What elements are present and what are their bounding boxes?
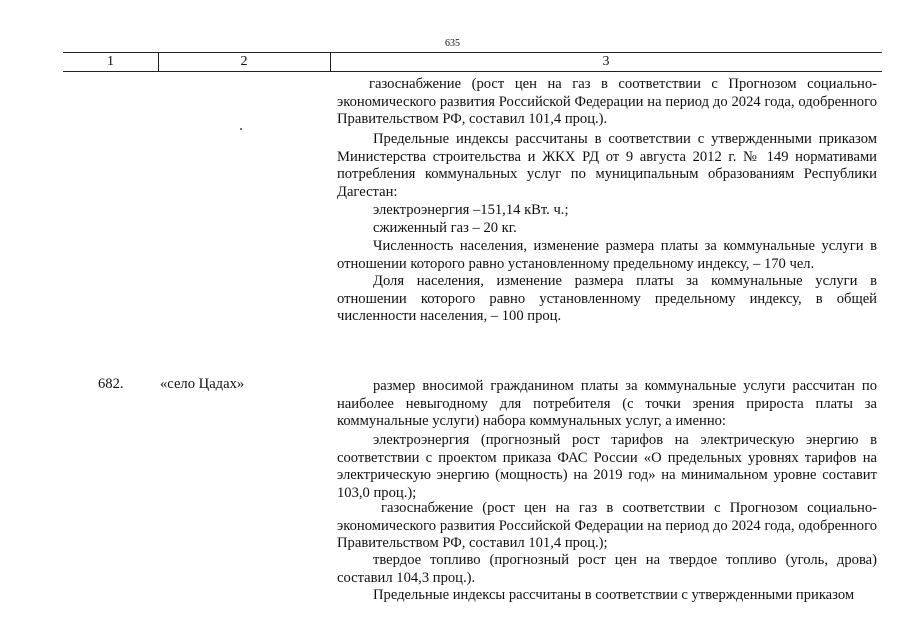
scan-speck (240, 128, 242, 130)
paragraph: газоснабжение (рост цен на газ в соответствии с Прогнозом социально-экономического развития Российской Федерации на период до 2024 года, одобренного Правительством РФ, составил 101,4 проц.). (337, 76, 877, 127)
paragraph: электроэнергия –151,14 кВт. ч.; (373, 202, 569, 218)
column-header-1: 1 (107, 54, 114, 69)
page-number: 635 (445, 38, 460, 49)
header-bottom-rule (63, 71, 882, 72)
paragraph: газоснабжение (рост цен на газ в соответствии с Прогнозом социально-экономического развития Российской Федерации на период до 2024 года, одобренного Правительством РФ, составил 101,4 проц.); (337, 500, 877, 551)
paragraph: Предельные индексы рассчитаны в соответствии с утвержденными приказом Министерства строительства и ЖКХ РД от 9 августа 2012 г. № 149 нормативами потребления коммунальных услуг по муниципальным образованиям Республики Дагестан: (337, 131, 877, 200)
paragraph: Численность населения, изменение размера платы за коммунальные услуги в отношении которого равно установленному предельному индексу, – 170 чел. (337, 238, 877, 272)
column-header-2: 2 (240, 54, 248, 69)
paragraph: размер вносимой гражданином платы за коммунальные услуги рассчитан по наиболее невыгодному для потребителя (с точки зрения прироста платы за коммунальные услуги) набора коммунальных услуг, а именно: (337, 378, 877, 429)
paragraph: сжиженный газ – 20 кг. (373, 220, 517, 236)
paragraph: Доля населения, изменение размера платы за коммунальные услуги в отношении которого равно установленному предельному индексу, в общей численности населения, – 100 проц. (337, 273, 877, 324)
column-header-3: 3 (602, 54, 610, 69)
settlement-name: «село Цадах» (160, 376, 245, 392)
paragraph: твердое топливо (прогнозный рост цен на твердое топливо (уголь, дрова) составил 104,3 проц.). (337, 552, 877, 586)
paragraph: электроэнергия (прогнозный рост тарифов на электрическую энергию в соответствии с проектом приказа ФАС России «О предельных уровнях тарифов на электрическую энергию (мощность) на 2019 год» на минимальном уровне составит 103,0 проц.); (337, 432, 877, 501)
row-number: 682. (98, 376, 124, 392)
paragraph: Предельные индексы рассчитаны в соответствии с утвержденными приказом (373, 587, 855, 603)
